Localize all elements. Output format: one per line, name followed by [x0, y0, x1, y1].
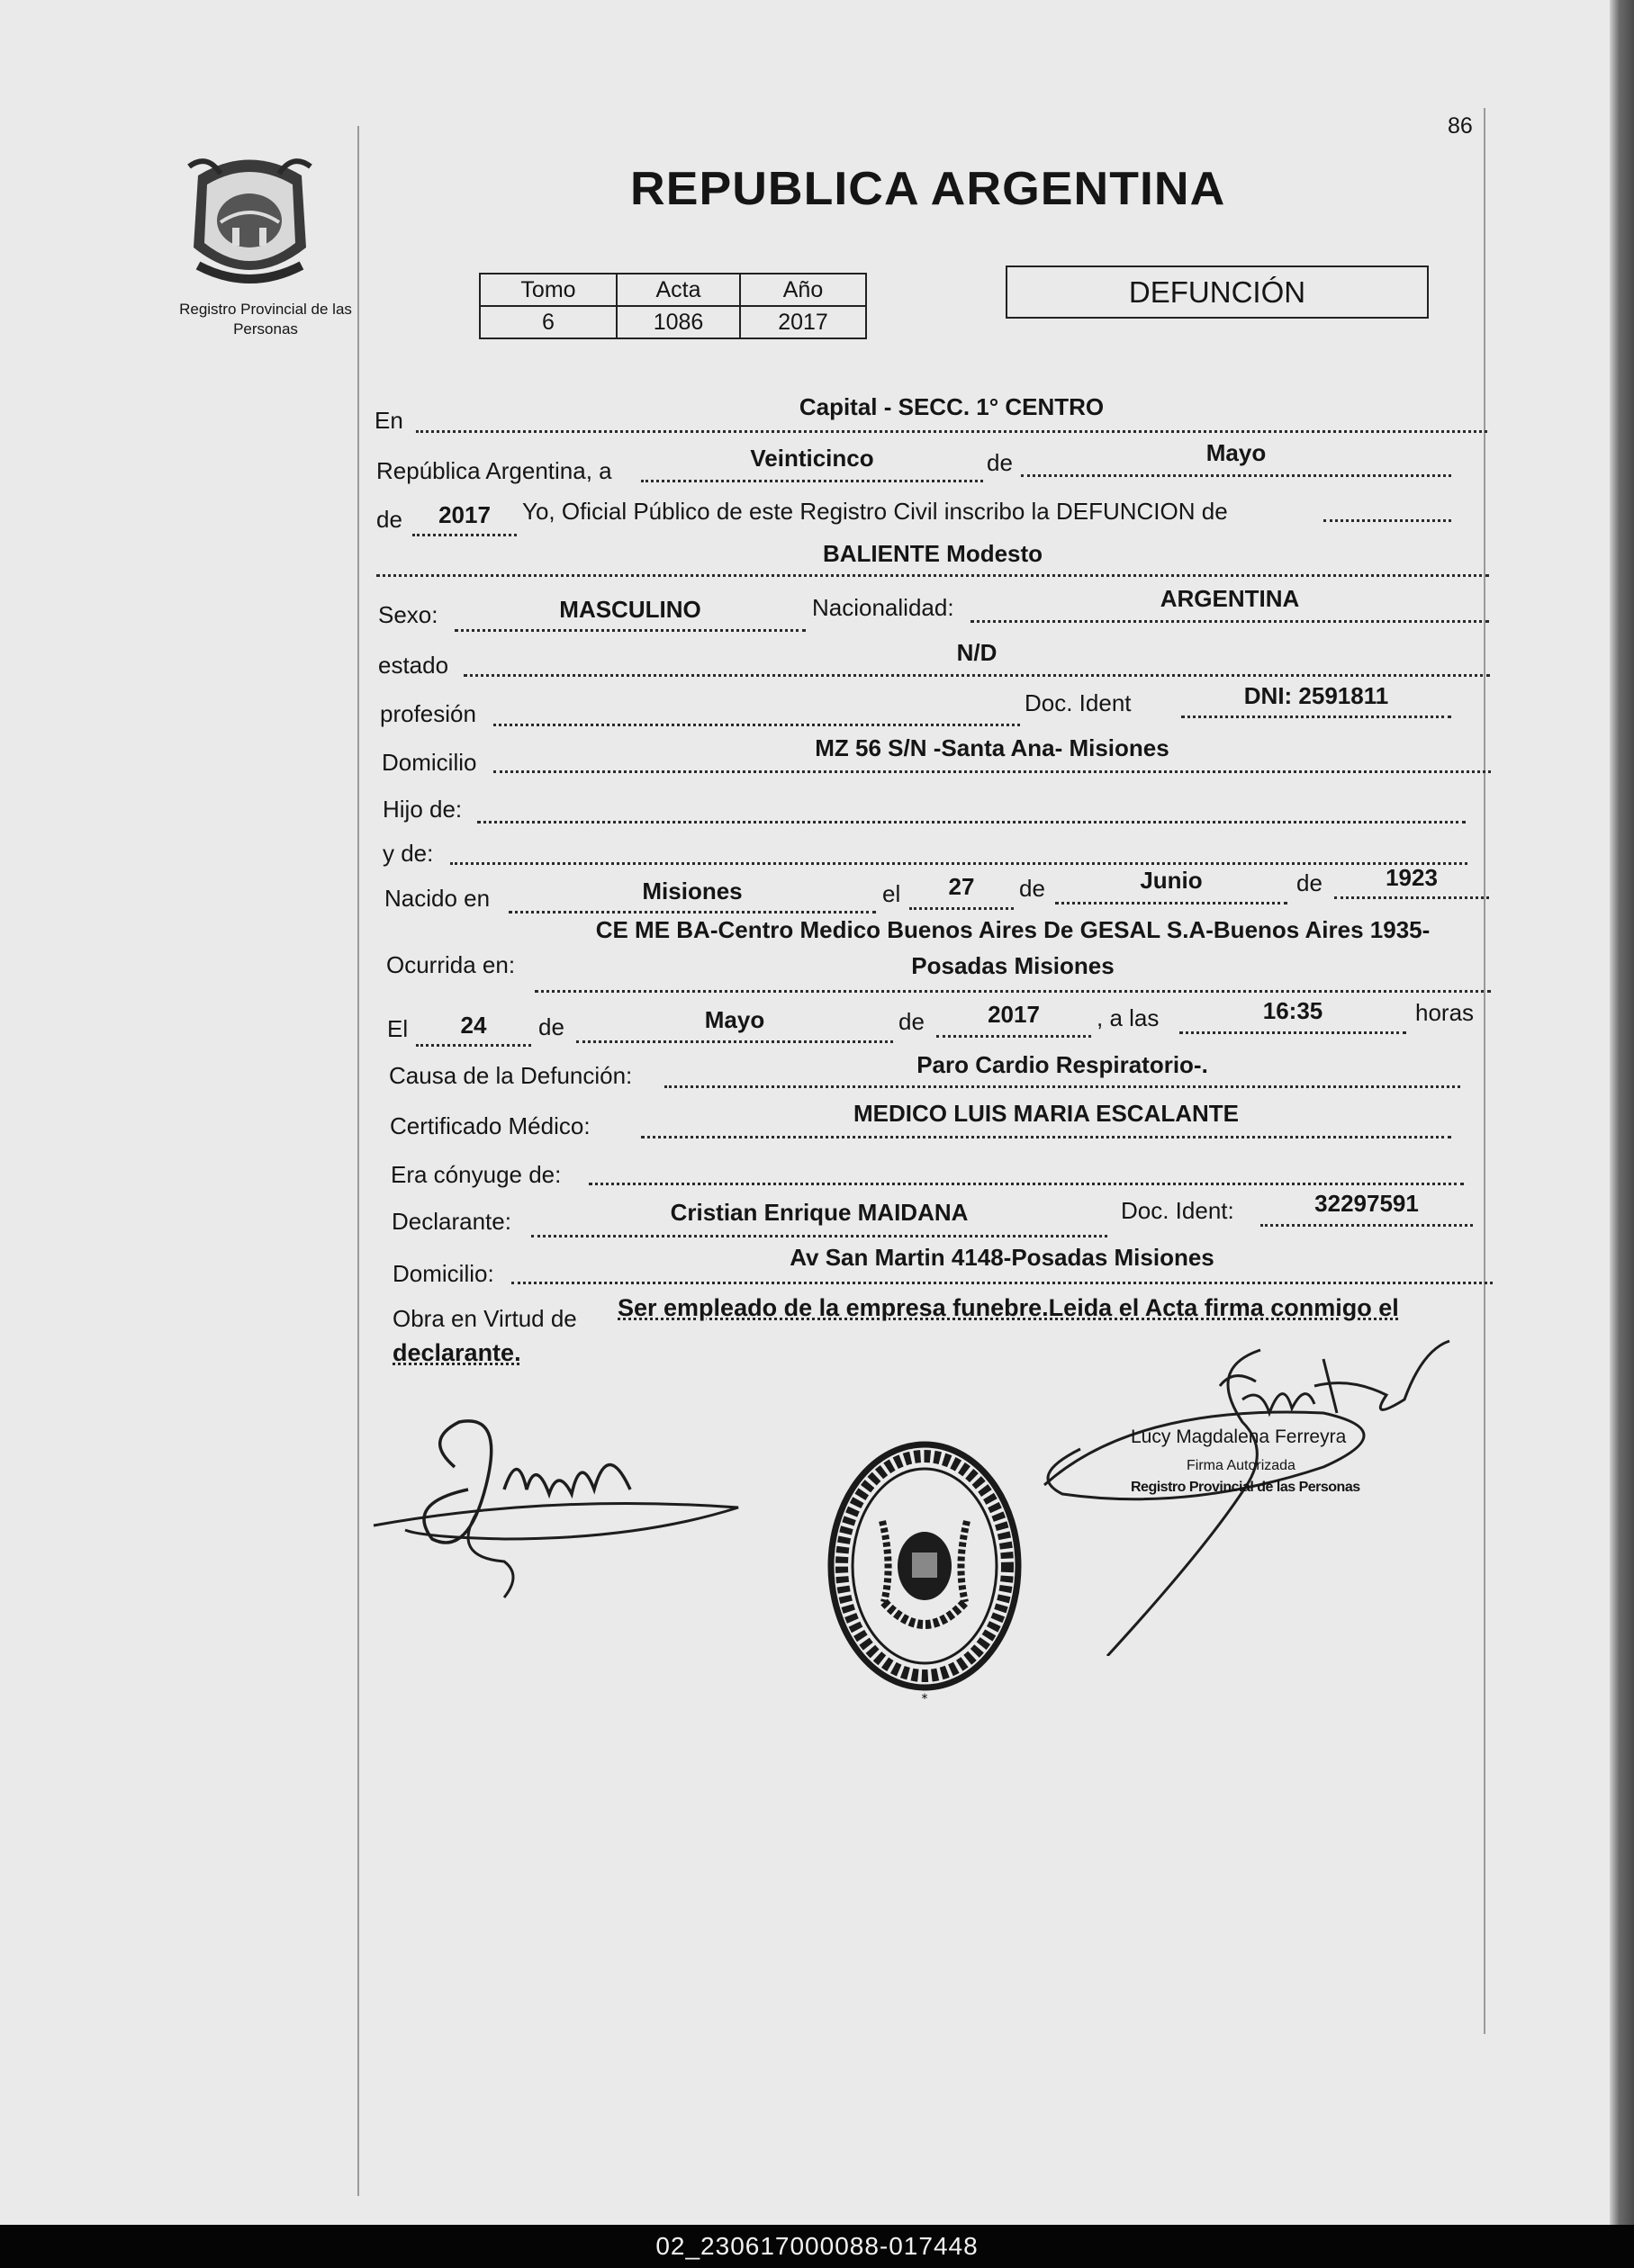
dotted-line [416, 1044, 531, 1047]
label-certificado: Certificado Médico: [390, 1112, 591, 1139]
value-acta: 1086 [617, 306, 740, 338]
dotted-line [1181, 716, 1451, 718]
header-anio: Año [740, 274, 866, 306]
label-horas: horas [1415, 999, 1475, 1026]
value-declarante-domicilio: Av San Martin 4148-Posadas Misiones [790, 1244, 1214, 1271]
value-estado: N/D [956, 639, 998, 666]
official-office: Registro Provincial de las Personas [1131, 1480, 1360, 1495]
label-declarante: Declarante: [392, 1208, 511, 1235]
value-month: Mayo [1205, 439, 1267, 466]
label-obra: Obra en Virtud de [393, 1305, 577, 1332]
dotted-line [664, 1085, 1460, 1088]
label-de: de [898, 1008, 925, 1035]
label-el: El [387, 1015, 409, 1042]
footer-strip [0, 2225, 1634, 2268]
official-name: Lucy Magdalena Ferreyra [1131, 1426, 1347, 1447]
label-ocurrida: Ocurrida en: [386, 951, 516, 978]
value-sexo: MASCULINO [559, 596, 701, 623]
dotted-line [970, 620, 1489, 623]
reference-table [479, 273, 867, 339]
registry-stamp [821, 1431, 1028, 1710]
label-domicilio: Domicilio: [393, 1260, 494, 1287]
dotted-line [1260, 1224, 1473, 1227]
dotted-line [477, 821, 1466, 824]
footer-code: 02_230617000088-017448 [655, 2232, 979, 2260]
value-obra-line2: declarante. [393, 1339, 521, 1366]
dotted-line [1334, 896, 1489, 899]
value-obra-line1: Ser empleado de la empresa funebre.Leida el Acta firma conmigo el [618, 1294, 1399, 1321]
label-de: de [1296, 869, 1323, 896]
label-en: En [375, 407, 403, 434]
dotted-line [450, 862, 1467, 865]
dotted-line [376, 574, 1489, 577]
document-title: REPUBLICA ARGENTINA [630, 163, 1226, 215]
official-role: Firma Autorizada [1187, 1458, 1295, 1473]
dotted-line [641, 1136, 1451, 1138]
label-profesion: profesión [380, 700, 476, 727]
document-type-box: DEFUNCIÓN [1006, 266, 1429, 319]
misiones-emblem-icon [180, 148, 320, 292]
dotted-line [1055, 902, 1287, 904]
value-anio: 2017 [740, 306, 866, 338]
dotted-line [589, 1183, 1464, 1185]
dotted-line [1323, 519, 1451, 522]
label-domicilio: Domicilio [382, 749, 477, 776]
value-nacido-en: Misiones [642, 878, 743, 904]
header-acta: Acta [617, 274, 740, 306]
page-number: 86 [1448, 113, 1473, 139]
value-causa: Paro Cardio Respiratorio-. [916, 1051, 1208, 1078]
value-year: 2017 [438, 501, 491, 528]
value-deceased-name: BALIENTE Modesto [822, 540, 1043, 567]
dotted-line [412, 534, 517, 536]
dotted-line [936, 1035, 1091, 1038]
label-nacido: Nacido en [384, 885, 491, 912]
dotted-line [531, 1235, 1107, 1238]
dotted-line [509, 911, 876, 914]
value-domicilio: MZ 56 S/N -Santa Ana- Misiones [815, 734, 1169, 761]
header-tomo: Tomo [480, 274, 617, 306]
dotted-line [535, 990, 1491, 993]
dotted-line [416, 430, 1487, 433]
label-a-las: , a las [1097, 1004, 1160, 1031]
value-ocurrida-line2: Posadas Misiones [911, 952, 1115, 979]
page-edge-shadow [1610, 0, 1634, 2225]
label-conyuge: Era cónyuge de: [391, 1161, 562, 1188]
svg-text:*: * [921, 1692, 928, 1706]
value-certificado: MEDICO LUIS MARIA ESCALANTE [853, 1100, 1240, 1127]
dotted-line [576, 1040, 893, 1043]
value-ocurrida-line1: CE ME BA-Centro Medico Buenos Aires De GESAL S.A-Buenos Aires 1935- [595, 916, 1431, 943]
label-causa: Causa de la Defunción: [389, 1062, 633, 1089]
label-nacionalidad: Nacionalidad: [812, 594, 954, 621]
dotted-line [455, 629, 806, 632]
label-el: el [882, 880, 901, 907]
value-birth-day: 27 [948, 873, 975, 900]
dotted-line [909, 907, 1014, 910]
label-de: de [1019, 875, 1045, 902]
value-death-day: 24 [460, 1012, 487, 1039]
declarant-signature [369, 1404, 747, 1611]
value-place: Capital - SECC. 1° CENTRO [799, 393, 1105, 420]
dotted-line [641, 480, 983, 482]
label-sexo: Sexo: [378, 601, 438, 628]
inscribe-text: Yo, Oficial Público de este Registro Civil inscribo la DEFUNCION de [522, 498, 1228, 525]
dotted-line [1179, 1031, 1406, 1034]
label-y-de: y de: [383, 840, 434, 867]
value-day-text: Veinticinco [750, 445, 874, 472]
label-hijo: Hijo de: [383, 796, 463, 823]
value-death-time: 16:35 [1262, 997, 1323, 1024]
value-declarante-doc: 32297591 [1314, 1190, 1419, 1217]
label-estado: estado [378, 652, 449, 679]
left-margin-line [357, 126, 359, 2196]
dotted-line [511, 1282, 1493, 1284]
value-death-year: 2017 [988, 1001, 1040, 1028]
registry-caption: Registro Provincial de las Personas [179, 301, 352, 338]
value-tomo: 6 [480, 306, 617, 338]
value-declarante: Cristian Enrique MAIDANA [670, 1199, 969, 1226]
dotted-line [1021, 474, 1451, 477]
value-doc-ident: DNI: 2591811 [1243, 682, 1389, 709]
dotted-line [493, 770, 1491, 773]
value-birth-month: Junio [1140, 867, 1203, 894]
value-birth-year: 1923 [1386, 864, 1438, 891]
label-de: de [538, 1013, 564, 1040]
label-de: de [376, 506, 402, 533]
dotted-line [464, 674, 1490, 677]
label-doc-ident: Doc. Ident [1025, 689, 1132, 716]
dotted-line [493, 724, 1020, 726]
label-republica: República Argentina, a [376, 457, 612, 484]
table-row [480, 306, 866, 338]
label-doc-ident: Doc. Ident: [1121, 1197, 1234, 1224]
label-de: de [987, 449, 1013, 476]
value-death-month: Mayo [704, 1006, 765, 1033]
table-header-row [480, 274, 866, 306]
value-nacionalidad: ARGENTINA [1160, 585, 1300, 612]
